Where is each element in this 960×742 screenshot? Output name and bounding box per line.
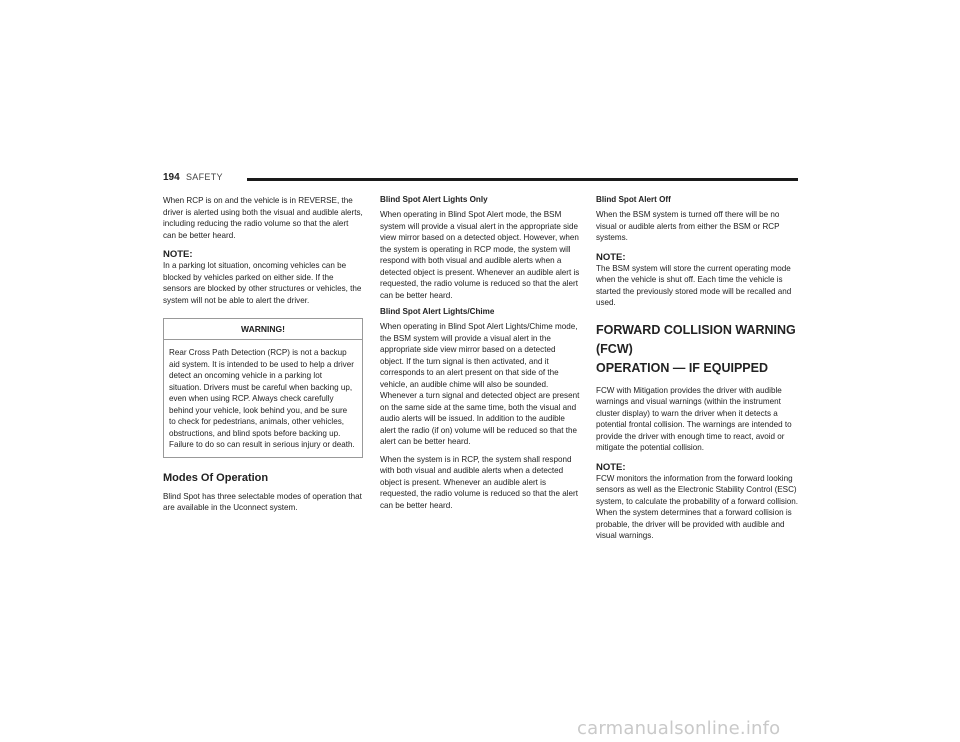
- modes-paragraph: Blind Spot has three selectable modes of operation that are available in the Uconnect system.: [163, 491, 362, 512]
- alert-off-heading: Blind Spot Alert Off: [596, 195, 671, 204]
- lights-only-heading: Blind Spot Alert Lights Only: [380, 195, 488, 204]
- fcw-heading-line1: FORWARD COLLISION WARNING (FCW): [596, 322, 796, 356]
- modes-heading: Modes Of Operation: [163, 471, 269, 484]
- warning-title: WARNING!: [164, 319, 362, 340]
- note-label: NOTE:: [163, 249, 193, 260]
- column-right: [596, 195, 798, 548]
- alert-off-paragraph: When the BSM system is turned off there will be no visual or audible alerts from either the BSM or RCP systems.: [596, 210, 780, 242]
- note-label: NOTE:: [596, 251, 626, 263]
- lights-only-paragraph: When operating in Blind Spot Alert mode, the BSM system will provide a visual alert in the appropriate side view mirror based on a detected object. However, when the system is operating in RCP mode, the system will respond with both visual and audible alerts when a detected object is present. Whenever an audible alert is requested, the radio volume is reduced so that the alert can be better heard.: [380, 210, 580, 300]
- page-header: [163, 172, 798, 188]
- rcp-paragraph: When the system is in RCP, the system shall respond with both visual and audible alerts when a detected object is present. Whenever an audible alert is requested, the radio volume is reduced so that the alert can be better heard.: [380, 454, 578, 510]
- fcw-heading-line2: OPERATION — IF EQUIPPED: [596, 360, 769, 375]
- fcw-paragraph: FCW with Mitigation provides the driver with audible warnings and visual warnings (within the instrument cluster display) to warn the driver when it detects a potential frontal collision. The warnings are intended to provide the driver with enough time to react, avoid or mitigate the potential collision.: [596, 385, 792, 452]
- warning-text: Rear Cross Path Detection (RCP) is not a backup aid system. It is intended to be used to help a driver detect an oncoming vehicle in a parking lot situation. Drivers must be careful when backing up, even when using RCP. Always check carefully behind your vehicle, look behind you, and be sure to check for pedestrians, animals, other vehicles, obstructions, and blind spots before backing up. Failure to do so can result in serious injury or death.: [169, 348, 355, 449]
- lights-chime-paragraph: When operating in Blind Spot Alert Lights/Chime mode, the BSM system will provide a visual alert in the appropriate side view mirror based on a detected object. If the turn signal is then activated, and it corresponds to an alert present on that side of the vehicle, an audible chime will also be sounded. Whenever a turn signal and detected object are present on the same side at the same time, both the visual and audio alerts will be issued. In addition to the audible alert the radio (if on) volume will be reduced so that the alert can be better heard.: [380, 322, 580, 446]
- note-label: NOTE:: [596, 461, 626, 473]
- warning-box: [163, 318, 363, 458]
- page-number: 194: [163, 172, 180, 183]
- lights-chime-heading: Blind Spot Alert Lights/Chime: [380, 307, 495, 316]
- note-text: The BSM system will store the current operating mode when the vehicle is shut off. Each time the vehicle is started the previously stored mode will be recalled and used.: [596, 263, 792, 307]
- column-left: [163, 195, 363, 520]
- column-middle: [380, 195, 580, 517]
- note-text: In a parking lot situation, oncoming vehicles can be blocked by vehicles parked on either side. If the sensors are blocked by other structures or vehicles, the system will not be able to alert the driver.: [163, 261, 362, 305]
- section-title: SAFETY: [186, 172, 223, 182]
- rcp-intro-paragraph: When RCP is on and the vehicle is in REVERSE, the driver is alerted using both the visual and audible alerts, including reducing the radio volume so that the alert can be better heard.: [163, 196, 363, 240]
- watermark: carmanualsonline.info: [577, 718, 781, 739]
- header-rule: [247, 178, 798, 181]
- fcw-heading: [596, 321, 798, 378]
- note-text: FCW monitors the information from the forward looking sensors as well as the Electronic Stability Control (ESC) system, to calculate the probability of a forward collision. When the system determines that a forward collision is probable, the driver will be provided with audible and visual warnings.: [596, 473, 798, 540]
